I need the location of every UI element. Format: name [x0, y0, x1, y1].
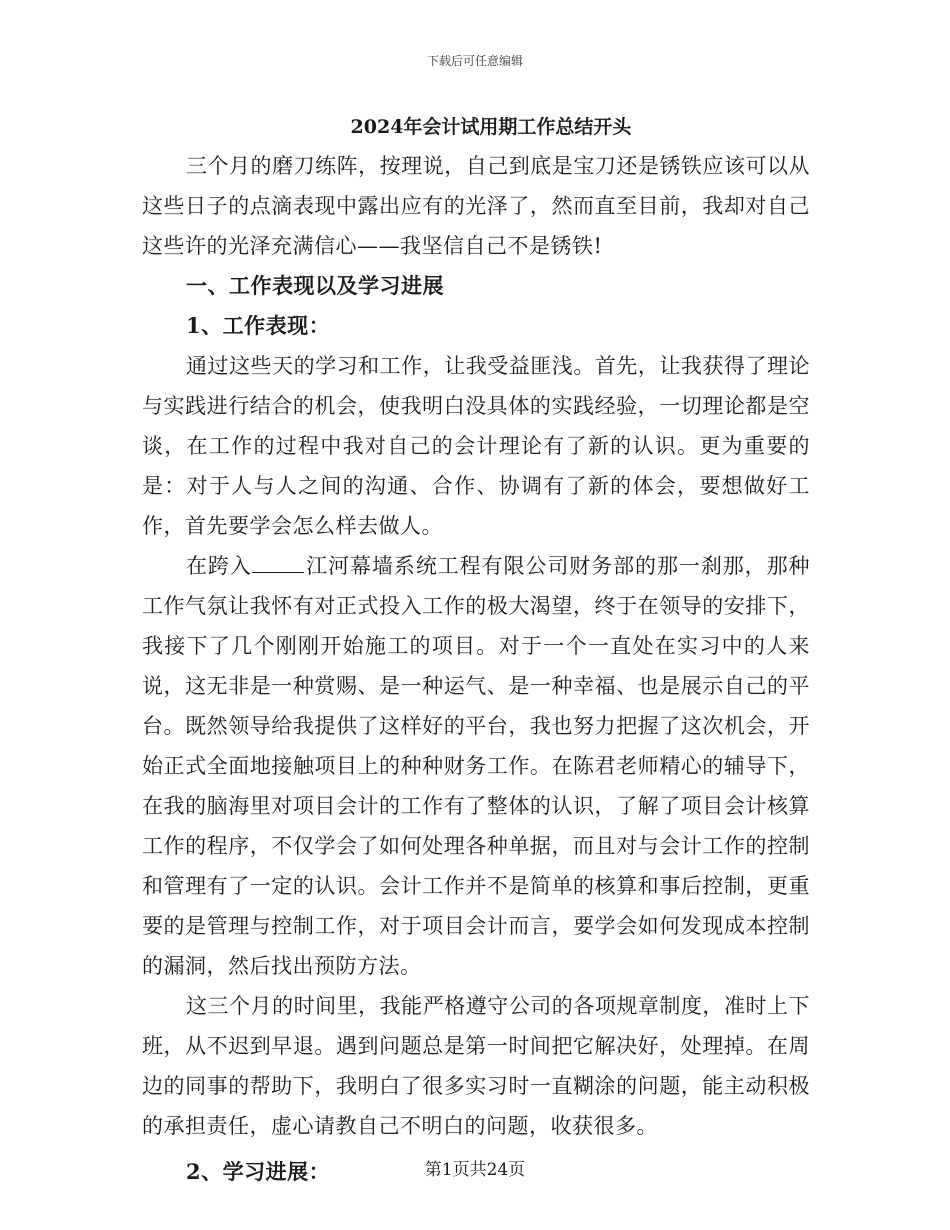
intro-paragraph: 三个月的磨刀练阵，按理说，自己到底是宝刀还是锈铁应该可以从这些日子的点滴表现中露出应有的光泽了，然而直至目前，我却对自己这些许的光泽充满信心——我坚信自己不是锈铁! [142, 154, 810, 258]
paragraph-body: 江河幕墙系统工程有限公司财务部的那一刹那，那种工作气氛让我怀有对正式投入工作的极大渴望，终于在领导的安排下，我接下了几个刚刚开始施工的项目。对于一个一直处在实习中的人来说，这无非是一种赏赐、是一种运气、是一种幸福、也是展示自己的平台。既然领导给我提供了这样好的平台，我也努力把握了这次机会，开始正式全面地接触项目上的种种财务工作。在陈君老师精心的辅导下，在我的脑海里对项目会计的工作有了整体的认识，了解了项目会计核算工作的程序，不仅学会了如何处理各种单据，而且对与会计工作的控制和管理有了一定的认识。会计工作并不是简单的核算和事后控制，更重要的是管理与控制工作，对于项目会计而言，要学会如何发现成本控制的漏洞，然后找出预防方法。 [142, 554, 811, 978]
paragraph-prefix: 在跨入 [186, 554, 252, 578]
paragraph-work-performance: 通过这些天的学习和工作，让我受益匪浅。首先，让我获得了理论与实践进行结合的机会，使我明白没具体的实践经验，一切理论都是空谈，在工作的过程中我对自己的会计理论有了新的认识。更为重要的是：对于人与人之间的沟通、合作、协调有了新的体会，要想做好工作，首先要学会怎么样去做人。 [142, 354, 810, 538]
paragraph-three-months: 这三个月的时间里，我能严格遵守公司的各项规章制度，准时上下班，从不迟到早退。遇到问题总是第一时间把它解决好，处理掉。在周边的同事的帮助下，我明白了很多实习时一直糊涂的问题，能主动积极的承担责任，虚心请教自己不明白的问题，收获很多。 [142, 994, 810, 1138]
subsection-heading-study-progress: 2、学习进展： [186, 1159, 331, 1184]
paragraph-company-entry [142, 546, 810, 986]
header-note: 下载后可任意编辑 [426, 54, 523, 68]
section-heading-1: 一、工作表现以及学习进展 [186, 273, 444, 298]
subsection-heading-work-performance: 1、工作表现： [186, 313, 331, 338]
page-footer: 第1页共24页 [424, 1160, 526, 1180]
fill-in-blank [252, 552, 304, 573]
document-body [142, 110, 810, 1192]
document-title: 2024年会计试用期工作总结开头 [350, 116, 632, 138]
